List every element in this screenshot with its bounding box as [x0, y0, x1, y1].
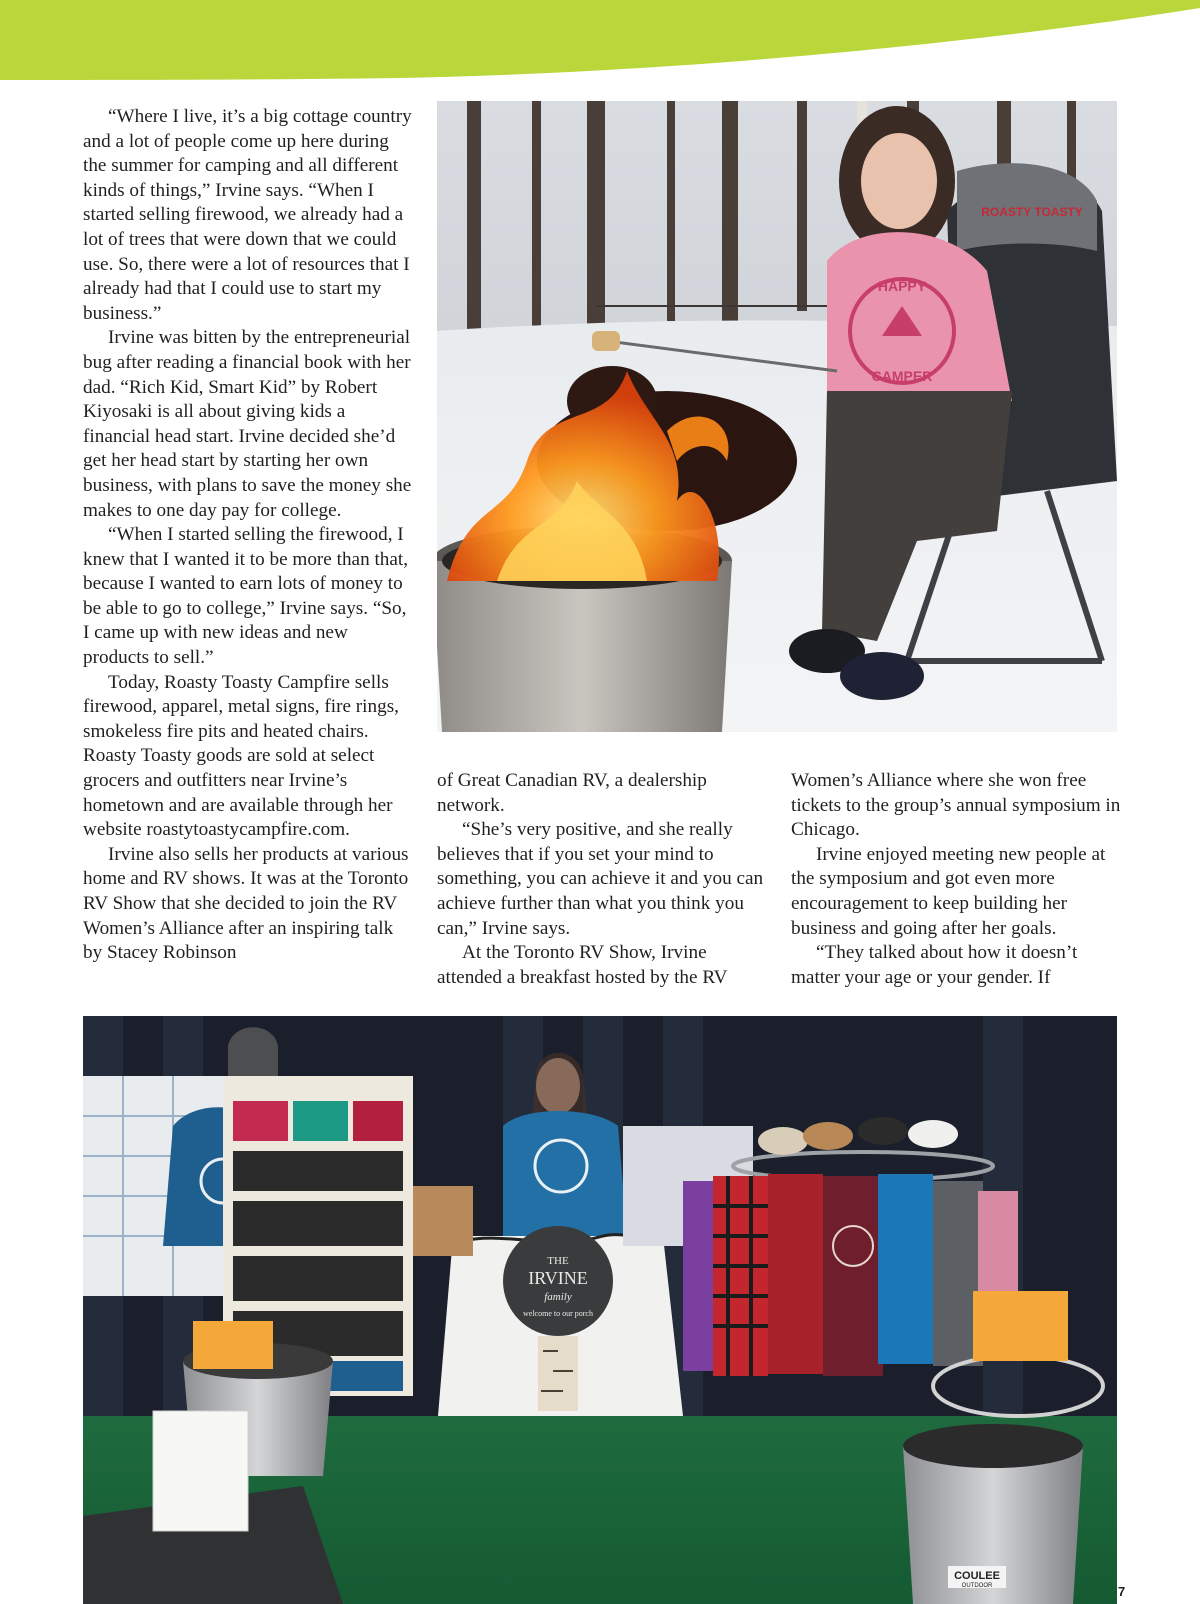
paragraph: “She’s very positive, and she really believes that if you set your mind to something, you can achieve it and you can achieve further than what you think you can,” Irvine says.	[437, 819, 764, 939]
paragraph: Irvine enjoyed meeting new people at the symposium and got even more encouragement to keep building her business and going after her goals.	[791, 843, 1106, 939]
paragraph: Irvine also sells her products at various home and RV shows. It was at the Toronto RV Show that she decided to join the RV Women’s Alliance after an inspiring talk by Stacey Robinson	[83, 843, 409, 964]
paragraph: Irvine was bitten by the entrepreneurial bug after reading a financial book with her dad. “Rich Kid, Smart Kid” by Robert Kiyosaki is all about giving kids a financial head start. Irvine decided she’d get her head start by starting her own business, with plans to save the money she makes to one day pay for college.	[83, 327, 412, 521]
paragraph: “When I started selling the firewood, I knew that I wanted it to be more than that, because I wanted to earn lots of money to be able to go to college,” Irvine says. “So, I came up with new ideas and new products to sell.”	[83, 524, 409, 669]
brand-sub-label: OUTDOOR	[961, 1583, 993, 1589]
hoodie-text-bottom: CAMPER	[871, 368, 933, 384]
article-column-1	[83, 105, 413, 966]
sign-text-1: THE	[547, 1255, 569, 1267]
paragraph: of Great Canadian RV, a dealership network.	[437, 770, 707, 816]
article-column-3	[791, 769, 1121, 990]
header-green-band	[0, 0, 1200, 80]
paragraph: At the Toronto RV Show, Irvine attended a breakfast hosted by the RV	[437, 942, 728, 988]
paragraph: “Where I live, it’s a big cottage country and a lot of people come up here during the summer for camping and all different kinds of things,” Irvine says. “When I started selling firewood, we already had a lot of trees that were down that we could use. So, there were a lot of resources that I already had that I could use to start my business.”	[83, 106, 412, 324]
sign-text-3: family	[544, 1291, 572, 1303]
brand-label: COULEE	[954, 1570, 1000, 1582]
paragraph: Today, Roasty Toasty Campfire sells firewood, apparel, metal signs, fire rings, smokeless fire pits and heated chairs. Roasty Toasty goods are sold at select grocers and outfitters near Irvine’s hometown and are available through her website roastytoastycampfire.com.	[83, 671, 399, 841]
paragraph: “They talked about how it doesn’t matter your age or your gender. If	[791, 942, 1078, 988]
photo-girl-campfire	[437, 101, 1117, 732]
article-column-2	[437, 769, 767, 990]
sign-text-2: IRVINE	[528, 1268, 588, 1288]
hoodie-text-top: HAPPY	[877, 278, 927, 294]
sign-text-4: welcome to our porch	[523, 1309, 593, 1318]
photo-rv-show-booth	[83, 1016, 1117, 1604]
paragraph: Women’s Alliance where she won free tickets to the group’s annual symposium in Chicago.	[791, 770, 1121, 841]
chair-logo-text: ROASTY TOASTY	[981, 205, 1083, 219]
page-number: 7	[1118, 1584, 1126, 1599]
